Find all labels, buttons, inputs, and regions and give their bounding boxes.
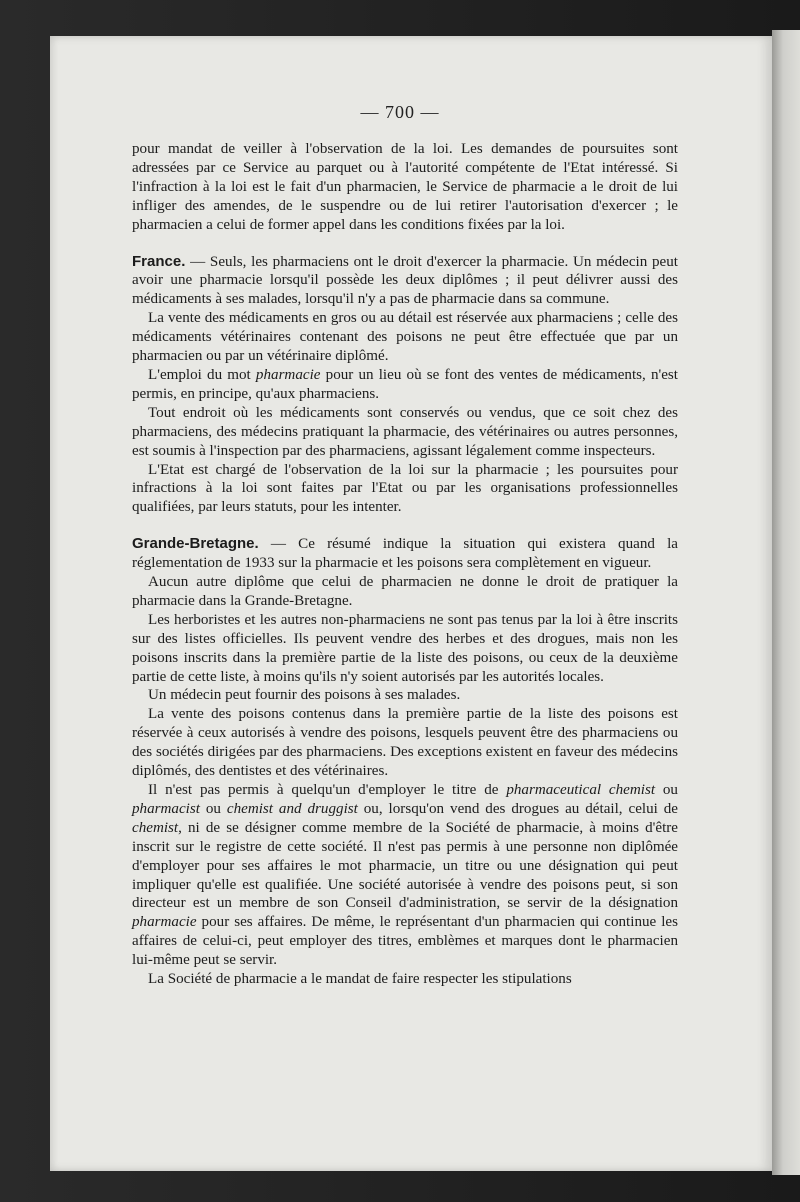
gb-p6-e: , ni de se désigner comme membre de la Société de pharmacie, à moins d'être inscrit sur le registre de cette société. Il n'est pas permis à une personne non diplômée d'employer pour ses affaires le mot pharmacie, un titre ou une désignation qui peut impliquer qu'elle est qualifiée. Une société autorisée à vendre des poisons peut, si son directeur est un membre de son Conseil d'administration, se servir de la désignation [132, 819, 678, 912]
gb-heading: Grande-Bretagne. [132, 535, 259, 553]
gb-p6-b: ou [655, 782, 678, 798]
gb-p6-em4: chemist [132, 819, 179, 836]
section-gap [132, 517, 678, 535]
gb-paragraph-3: Les herboristes et les autres non-pharmaciens ne sont pas tenus par la loi à être inscrits sur des listes officielles. Ils peuvent vendre des herbes et des drogues, mais non les poisons inscrits dans la première partie de la liste des poisons, ou ceux de la deuxième partie de cette liste, à moins qu'ils n'y soient autorisés par les autorités locales. [132, 611, 678, 685]
france-paragraph-3 [132, 366, 678, 404]
gb-p6-em1: pharmaceutical chemist [506, 782, 656, 798]
gb-p6-a: Il n'est pas permis à quelqu'un d'employer le titre de [148, 782, 507, 798]
page-number: — 700 — [360, 102, 440, 122]
adjacent-page-edge [772, 30, 800, 1175]
france-p1-text: — Seuls, les pharmaciens ont le droit d'exercer la pharmacie. Un médecin peut avoir une pharmacie lorsqu'il possède les deux diplômes ; il peut délivrer aussi des médicaments à ses malades, lorsqu'il n'y a pas de pharmacie dans sa commune. [132, 253, 678, 308]
intro-paragraph: pour mandat de veiller à l'observation de la loi. Les demandes de poursuites sont adressées par ce Service au parquet ou à l'autorité compétente de l'Etat intéressé. Si l'infraction à la loi est le fait d'un pharmacien, le Service de pharmacie a le droit de lui infliger des amendes, de le suspendre ou de lui retirer l'autorisation d'exercer ; le pharmacien a celui de former appel dans les conditions fixées par la loi. [132, 141, 678, 233]
france-paragraph-4: Tout endroit où les médicaments sont conservés ou vendus, que ce soit chez des pharmaciens, des médecins pratiquant la pharmacie, des vétérinaires ou autres personnes, est soumis à l'inspection par des pharmaciens, agissant légalement comme inspecteurs. [132, 404, 678, 459]
gb-paragraph-7: La Société de pharmacie a le mandat de faire respecter les stipulations [148, 971, 572, 988]
france-paragraph-1 [132, 253, 678, 310]
gb-paragraph-5: La vente des poisons contenus dans la première partie de la liste des poisons est réservée à ceux autorisés à vendre des poisons, lesquels peuvent être des pharmaciens ou des sociétés dirigées par des pharmaciens. Des exceptions existent en faveur des médecins diplômés, des dentistes et des vétérinaires. [132, 706, 678, 780]
france-paragraph-5: L'Etat est chargé de l'observation de la loi sur la pharmacie ; les poursuites pour infractions à la loi sont faites par l'Etat ou par les organisations professionnelles qualifiées, par leurs statuts, pour les intenter. [132, 461, 678, 516]
gb-p6-em5: pharmacie [132, 914, 197, 931]
gb-p6-em3: chemist and druggist [226, 800, 358, 817]
france-heading: France. [132, 252, 186, 270]
gb-paragraph-1 [132, 535, 678, 573]
france-paragraph-2: La vente des médicaments en gros ou au détail est réservée aux pharmaciens ; celle des médicaments vétérinaires contenant des poisons ne peut être effectuée que par un pharmacien ou par un vétérinaire diplômé. [132, 310, 678, 365]
section-gap [132, 235, 678, 253]
gb-paragraph-4: Un médecin peut fournir des poisons à ses malades. [148, 687, 461, 704]
gb-p6-em2: pharmacist [132, 800, 200, 817]
france-p3-a: L'emploi du mot [148, 366, 256, 383]
gb-paragraph-2: Aucun autre diplôme que celui de pharmacien ne donne le droit de pratiquer la pharmacie dans la Grande-Bretagne. [132, 574, 678, 609]
gb-p6-d: ou, lorsqu'on vend des drogues au détail, celui de [357, 800, 679, 817]
gb-p6-f: pour ses affaires. De même, le représentant d'un pharmacien qui continue les affaires de celui-ci, peut employer des titres, emblèmes et marques dont le pharmacien lui-même peut se servir. [132, 914, 678, 969]
france-p3-em: pharmacie [255, 366, 321, 383]
gb-p6-c: ou [199, 800, 227, 817]
gb-paragraph-6 [132, 781, 678, 970]
page-body [132, 140, 678, 989]
gb-p1-text: — Ce résumé indique la situation qui existera quand la réglementation de 1933 sur la pharmacie et les poisons sera complètement en vigueur. [132, 536, 678, 572]
france-p3-b: pour un lieu où se font des ventes de médicaments, n'est permis, en principe, qu'aux pharmaciens. [132, 366, 678, 402]
